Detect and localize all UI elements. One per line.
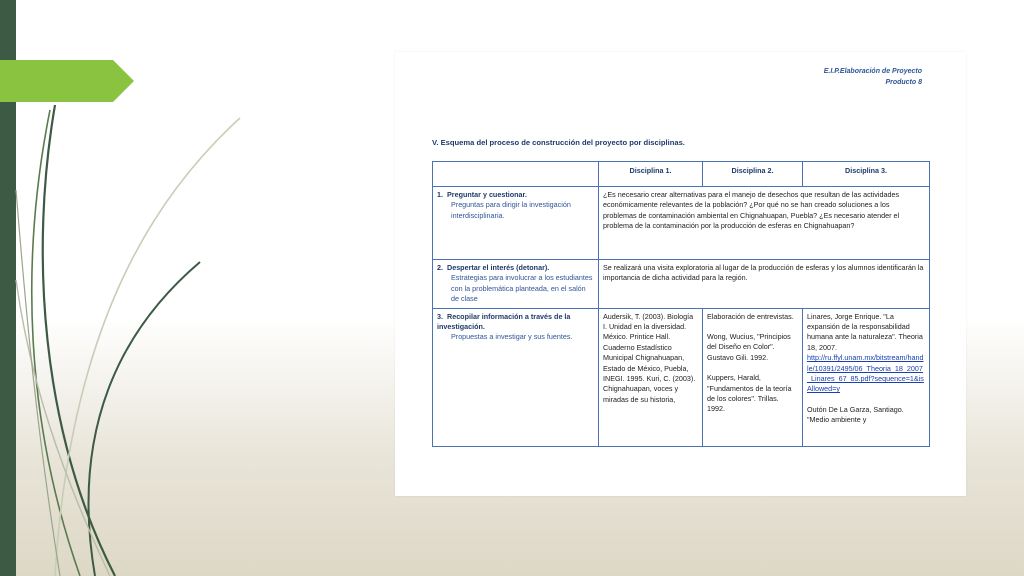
row-subtitle: Estrategias para involucrar a los estudiantes con la problemática planteada, en el salón de clase bbox=[451, 273, 593, 304]
section-title: V. Esquema del proceso de construcción del proyecto por disciplinas. bbox=[432, 138, 685, 147]
header-product: Producto 8 bbox=[885, 79, 922, 86]
cell-paragraph: Elaboración de entrevistas. bbox=[707, 311, 794, 321]
cell-paragraph: Wong, Wucius, "Principios del Diseño en Color". Gustavo Gili. 1992. bbox=[707, 332, 791, 362]
row-heading bbox=[433, 187, 599, 260]
row-title: Preguntar y cuestionar. bbox=[447, 190, 527, 199]
table-corner-cell bbox=[433, 162, 599, 187]
column-header: Disciplina 3. bbox=[803, 162, 930, 187]
column-header: Disciplina 1. bbox=[599, 162, 703, 187]
column-header: Disciplina 2. bbox=[703, 162, 803, 187]
row-number: 1. bbox=[437, 190, 443, 199]
table-row bbox=[433, 260, 930, 309]
table-cell bbox=[803, 308, 930, 446]
table-cell: ¿Es necesario crear alternativas para el manejo de desechos que resultan de las actividades económicamente relevantes de la población? ¿Por qué no se han creado soluciones a los problemas de contaminación ambiental en Chignahuapan, Puebla? ¿Es necesario atender el problema de la contaminación por la producción de esferas en Chignahuapan? bbox=[599, 187, 930, 260]
row-subtitle: Propuestas a investigar y sus fuentes. bbox=[451, 332, 573, 342]
reference-link[interactable]: http://ru.ffyl.unam.mx/bitstream/handle/10391/2495/06_Theoria_18_2007_Linares_67_85.pdf?sequence=1&isAllowed=y bbox=[807, 353, 924, 394]
cell-paragraph: Kuppers, Harald, "Fundamentos de la teoría de los colores". Trillas. 1992. bbox=[707, 373, 792, 414]
row-heading bbox=[433, 260, 599, 309]
row-title: Despertar el interés (detonar). bbox=[447, 263, 550, 272]
cell-paragraph: Linares, Jorge Enrique. "La expansión de la responsabilidad humana ante la naturaleza". Theoria 18, 2007. bbox=[807, 311, 923, 352]
table-cell: Audersik, T. (2003). Biología I. Unidad en la diversidad. México. Printice Hall. Cuaderno Estadístico Municipal Chignahuapan, Estado de México, Puebla, INEGI. 1995. Kuri, C. (2003). Chignahuapan, voces y miradas de su historia, bbox=[599, 308, 703, 446]
row-subtitle: Preguntas para dirigir la investigación interdisciplinaria. bbox=[451, 200, 571, 220]
disciplines-table bbox=[432, 161, 930, 447]
table-row bbox=[433, 308, 930, 446]
header-project: E.I.P.Elaboración de Proyecto bbox=[823, 68, 922, 75]
row-title: Recopilar información a través de la investigación. bbox=[437, 311, 571, 332]
table-row bbox=[433, 187, 930, 260]
row-number: 2. bbox=[437, 263, 443, 272]
row-heading bbox=[433, 308, 599, 446]
table-cell bbox=[703, 308, 803, 446]
document-page bbox=[395, 52, 966, 496]
table-header-row bbox=[433, 162, 930, 187]
table-cell: Se realizará una visita exploratoria al lugar de la producción de esferas y los alumnos identificarán la importancia de dicha actividad para la región. bbox=[599, 260, 930, 309]
green-arrow-tab bbox=[0, 60, 134, 102]
row-number: 3. bbox=[437, 311, 443, 321]
cell-paragraph: Outón De La Garza, Santiago. "Medio ambiente y bbox=[807, 404, 904, 425]
